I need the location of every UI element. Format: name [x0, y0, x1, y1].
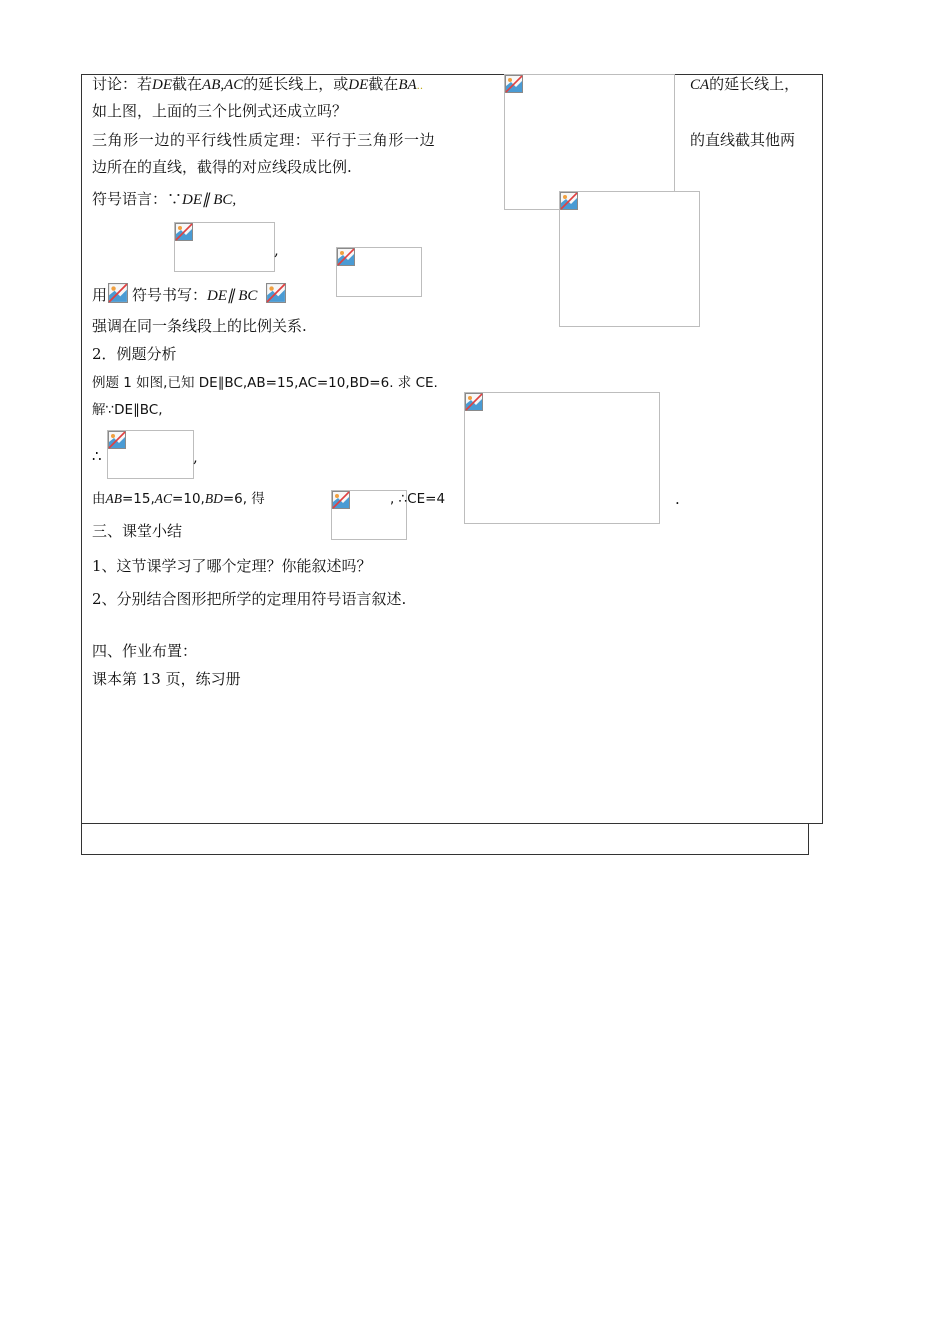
math-de: DE: [348, 77, 369, 93]
discussion-line-2: 如上图，上面的三个比例式还成立吗？: [92, 102, 348, 120]
text: 用: [92, 286, 108, 304]
text: 截在: [172, 75, 203, 93]
text: 的延长线上，或: [243, 75, 349, 93]
text: 由: [92, 491, 106, 507]
formula-image-3: [107, 430, 194, 479]
broken-image-icon: [108, 283, 128, 303]
summary-question-2: 2、分别结合图形把所学的定理用符号语言叙述.: [92, 590, 407, 608]
figure-image-1: [504, 74, 675, 210]
broken-image-icon: [465, 393, 483, 411]
math-de-bc: DE∥ BC: [207, 288, 258, 304]
given-line: [92, 489, 265, 509]
theorem-line-2: 边所在的直线，截得的对应线段成比例.: [92, 158, 352, 176]
text: 讨论：若: [92, 75, 153, 93]
discussion-line-1: [92, 74, 423, 97]
text: 的延长线上，: [709, 75, 800, 93]
symbol-use-line: [92, 285, 107, 305]
math-ab: AB: [105, 491, 122, 506]
text: 截在: [368, 75, 399, 93]
broken-image-icon: [108, 431, 126, 449]
broken-image-icon: [505, 75, 523, 93]
solution-start: 解∵DE∥BC,: [92, 402, 163, 418]
summary-heading: 三、课堂小结: [92, 522, 183, 540]
mark: ..: [416, 81, 423, 92]
formula-image-2: [336, 247, 422, 297]
broken-image-icon: [266, 283, 286, 303]
example-problem: 例题 1 如图,已知 DE∥BC,AB=15,AC=10,BD=6. 求 CE.: [92, 375, 438, 391]
math-ca: CA: [690, 77, 710, 93]
figure-image-2: [559, 191, 700, 327]
comma: ,: [274, 241, 279, 259]
example-heading: 2．例题分析: [92, 345, 177, 363]
therefore-symbol: ∴: [92, 447, 102, 465]
text: =10,: [172, 491, 205, 507]
text: =6, 得: [222, 491, 265, 507]
broken-image-icon: [560, 192, 578, 210]
math-ab-ac: AB,AC: [202, 77, 244, 93]
broken-image-icon: [332, 491, 350, 509]
period: .: [675, 490, 680, 508]
math-de-bc: DE∥ BC,: [182, 192, 237, 208]
theorem-line-1a: 三角形一边的平行线性质定理：平行于三角形一边: [92, 131, 436, 149]
broken-image-icon: [175, 223, 193, 241]
result-text: , ∴CE=4: [390, 491, 446, 507]
text: =15,: [122, 491, 155, 507]
homework-heading: 四、作业布置：: [92, 642, 198, 660]
homework-text: 课本第 13 页，练习册: [92, 670, 241, 688]
summary-question-1: 1、这节课学习了哪个定理？你能叙述吗？: [92, 557, 372, 575]
formula-image-1: [174, 222, 275, 272]
example-figure-image: [464, 392, 660, 524]
discussion-line-1-end: [690, 74, 799, 95]
broken-image-icon: [337, 248, 355, 266]
comma: ,: [193, 448, 198, 466]
emphasis-line: 强调在同一条线段上的比例关系.: [92, 317, 307, 335]
text: 符号语言：∵: [92, 190, 183, 208]
text: 符号书写：: [132, 286, 208, 304]
symbol-use-text: [132, 285, 257, 306]
math-bd: BD: [204, 491, 223, 506]
footer-row: [81, 824, 809, 855]
theorem-line-1b: 的直线截其他两: [690, 131, 796, 149]
math-ba: BA: [398, 77, 417, 93]
math-ac: AC: [154, 491, 173, 506]
math-de: DE: [152, 77, 173, 93]
symbol-language-line: [92, 189, 236, 210]
